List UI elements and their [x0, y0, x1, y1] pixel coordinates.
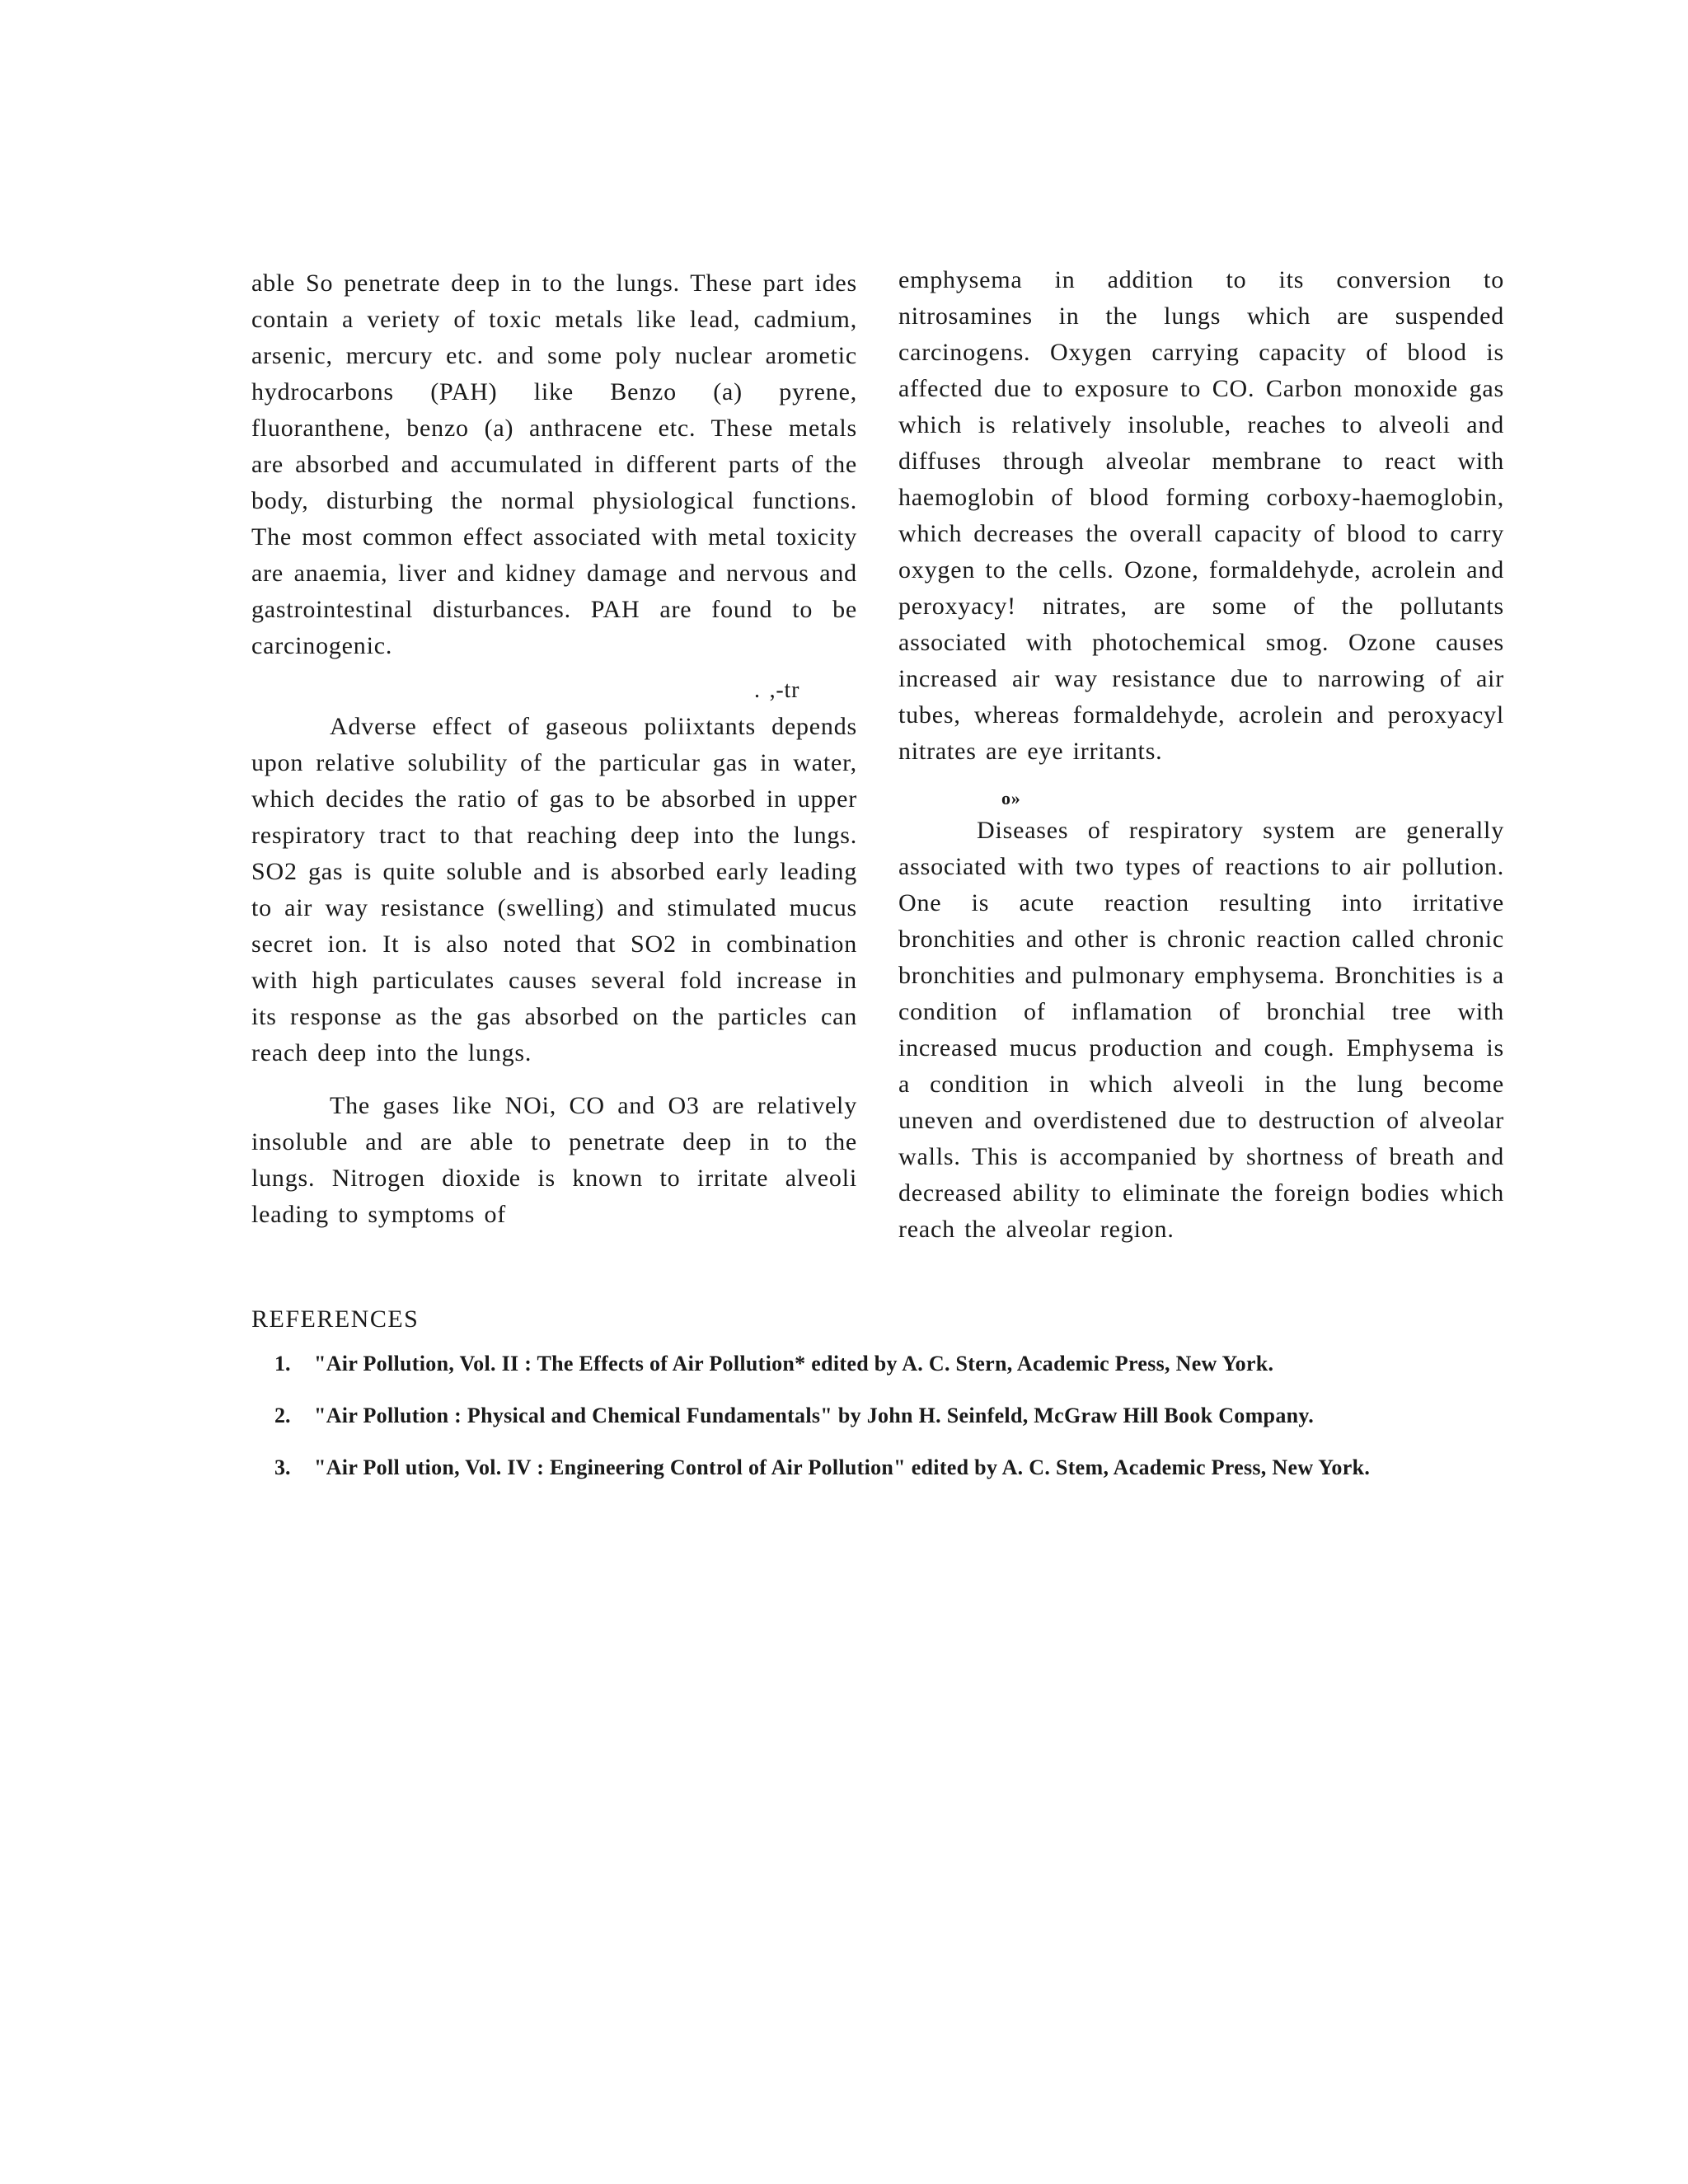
right-paragraph-1: emphysema in addition to its conversion to nitrosamines in the lungs which are suspended carcinogens. Oxygen carrying capacity of blood is affected due to exposure to CO. Carbon monoxide gas which is relatively insoluble, reaches to alveoli and diffuses through alveolar membrane to react with haemoglobin of blood forming corboxy-haemoglobin, which decreases the overall capacity of blood to carry oxygen to the cells. Ozone, formaldehyde, acrolein and peroxyacy! nitrates, are some of the pollutants associated with photochemical smog. Ozone causes increased air way resistance due to narrowing of air tubes, whereas formaldehyde, acrolein and peroxyacyl nitrates are eye irritants. — [898, 266, 1504, 765]
reference-text: "Air Poll ution, Vol. IV : Engineering Control of Air Pollution" edited by A. C. Stem, Academic Press, New York. — [314, 1455, 1371, 1479]
references-heading: REFERENCES — [251, 1305, 420, 1333]
references-list — [251, 1348, 1504, 1483]
reference-item — [251, 1400, 1504, 1431]
reference-number-text: 3. — [274, 1455, 291, 1479]
stray-mark-left: . ,-tr — [754, 677, 800, 703]
reference-number — [251, 1348, 307, 1379]
left-paragraph-3: The gases like NOi, CO and O3 are relatively insoluble and are able to penetrate deep in to the lungs. Nitrogen dioxide is known to irritate alveoli leading to symptoms of — [251, 1092, 857, 1228]
reference-number-text: 1. — [274, 1352, 291, 1376]
stray-mark-right: o» — [1001, 788, 1021, 808]
right-column — [898, 262, 1504, 1248]
left-column — [251, 265, 857, 1233]
right-paragraph-2: Diseases of respiratory system are generally associated with two types of reactions to air pollution. One is acute reaction resulting into irritative bronchities and other is chronic reaction called chronic bronchities and pulmonary emphysema. Bronchities is a condition of inflamation of bronchial tree with increased mucus production and cough. Emphysema is a condition in which alveoli in the lung become uneven and overdistened due to destruction of alveolar walls. This is accompanied by shortness of breath and decreased ability to eliminate the foreign bodies which reach the alveolar region. — [898, 817, 1504, 1243]
left-paragraph-2: Adverse effect of gaseous poliixtants depends upon relative solubility of the particular gas in water, which decides the ratio of gas to be absorbed in upper respiratory tract to that reaching deep into the lungs. SO2 gas is quite soluble and is absorbed early leading to air way resistance (swelling) and stimulated mucus secret ion. It is also noted that SO2 in combination with high particulates causes several fold increase in its response as the gas absorbed on the particles can reach deep into the lungs. — [251, 713, 857, 1066]
references-section — [251, 1305, 1504, 1504]
reference-item — [251, 1452, 1504, 1483]
reference-number — [251, 1400, 307, 1431]
reference-number — [251, 1452, 307, 1483]
reference-text: "Air Pollution, Vol. II : The Effects of Air Pollution* edited by A. C. Stern, Academic Press, New York. — [314, 1352, 1274, 1376]
reference-text: "Air Pollution : Physical and Chemical Fundamentals" by John H. Seinfeld, McGraw Hill Book Company. — [314, 1404, 1315, 1427]
reference-number-text: 2. — [274, 1404, 291, 1427]
left-paragraph-1: able So penetrate deep in to the lungs. These part ides contain a veriety of toxic metals like lead, cadmium, arsenic, mercury etc. and some poly nuclear arometic hydrocarbons (PAH) like Benzo (a) pyrene, fluoranthene, benzo (a) anthracene etc. These metals are absorbed and accumulated in different parts of the body, disturbing the normal physiological functions. The most common effect associated with metal toxicity are anaemia, liver and kidney damage and nervous and gastrointestinal disturbances. PAH are found to be carcinogenic. — [251, 269, 857, 659]
reference-item — [251, 1348, 1504, 1379]
